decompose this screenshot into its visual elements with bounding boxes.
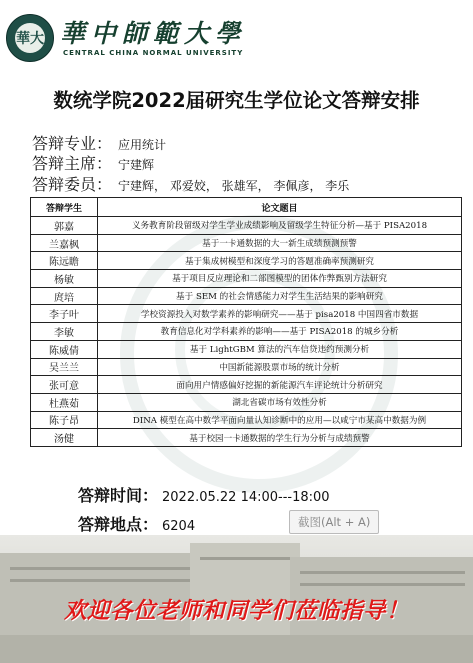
window-row [300,583,465,586]
table-row [31,305,462,323]
table-row [31,340,462,358]
student-name: 吴兰兰 [31,358,98,376]
logo-emblem: 華大 [15,23,45,53]
university-logo [6,14,54,62]
page-title: 数统学院2022届研究生学位论文答辩安排 [53,89,420,112]
student-name: 庹培 [31,287,98,305]
logo-ring [6,14,54,62]
members-value: 宁建辉， 邓爱姣， 张雄军， 李佩彦， 李乐 [118,179,350,193]
place-value: 6204 [162,519,196,534]
student-name: 李敏 [31,323,98,341]
student-name: 陈威倩 [31,340,98,358]
time-label: 答辩时间： [78,486,159,505]
table-row [31,270,462,288]
table-header-row [31,198,462,217]
window-row [10,567,190,570]
student-name: 杜燕茹 [31,393,98,411]
student-name: 陈远瞻 [31,252,98,270]
thesis-topic: 湖北省碳市场有效性分析 [98,393,462,411]
university-name-cn: 華中師範大學 [60,19,247,48]
student-name: 陈子昂 [31,411,98,429]
thesis-topic: 基于 LightGBM 算法的汽车信贷违约预测分析 [98,340,462,358]
table-row [31,358,462,376]
table-row [31,217,462,235]
time-value: 2022.05.22 14:00---18:00 [162,490,330,505]
university-name-en: CENTRAL CHINA NORMAL UNIVERSITY [63,49,244,57]
thesis-topic: 义务教育阶段留级对学生学业成绩影响及留级学生特征分析—基于 PISA2018 [98,217,462,235]
table-row [31,411,462,429]
student-name: 汤健 [31,429,98,447]
major-label: 答辩专业： [32,134,113,153]
thesis-topic: 基于集成树模型和深度学习的答题准确率预测研究 [98,252,462,270]
thesis-topic: 中国新能源股票市场的统计分析 [98,358,462,376]
student-name: 李子叶 [31,305,98,323]
table-row [31,376,462,394]
major-value: 应用统计 [118,138,167,152]
thesis-topic: 基于一卡通数据的大一新生成绩预测预警 [98,234,462,252]
time-row [78,483,330,506]
table-row [31,287,462,305]
chair-value: 宁建辉 [118,158,155,172]
thesis-topic: 面向用户情感偏好挖掘的新能源汽车评论统计分析研究 [98,376,462,394]
defense-table [30,197,462,447]
ground [0,635,473,663]
members-label: 答辩委员： [32,175,113,194]
window-row [200,557,290,560]
chair-row [32,151,154,174]
place-label: 答辩地点： [78,515,159,534]
table-row [31,429,462,447]
window-row [10,579,190,582]
table-row [31,393,462,411]
table-row [31,234,462,252]
members-row [32,172,349,195]
header-student: 答辩学生 [31,198,98,217]
thesis-topic: 基于 SEM 的社会情感能力对学生生活结果的影响研究 [98,287,462,305]
screenshot-tooltip: 截图(Alt + A) [289,510,379,534]
thesis-topic: DINA 模型在高中数学平面向量认知诊断中的应用—以咸宁市某高中数据为例 [98,411,462,429]
table-row [31,252,462,270]
student-name: 杨敏 [31,270,98,288]
chair-label: 答辩主席： [32,154,113,173]
table-row [31,323,462,341]
thesis-topic: 基于校园一卡通数据的学生行为分析与成绩预警 [98,429,462,447]
window-row [300,571,465,574]
header-topic: 论文题目 [98,198,462,217]
student-name: 郭嘉 [31,217,98,235]
thesis-topic: 教育信息化对学科素养的影响——基于 PISA2018 的城乡分析 [98,323,462,341]
thesis-topic: 基于项目反应理论和二部图模型的团体作弊甄别方法研究 [98,270,462,288]
welcome-banner: 欢迎各位老师和同学们莅临指导！ [63,598,409,624]
place-row [78,512,195,535]
student-name: 张可意 [31,376,98,394]
student-name: 兰嘉枫 [31,234,98,252]
thesis-topic: 学校资源投入对数学素养的影响研究——基于 pisa2018 中国四省市数据 [98,305,462,323]
